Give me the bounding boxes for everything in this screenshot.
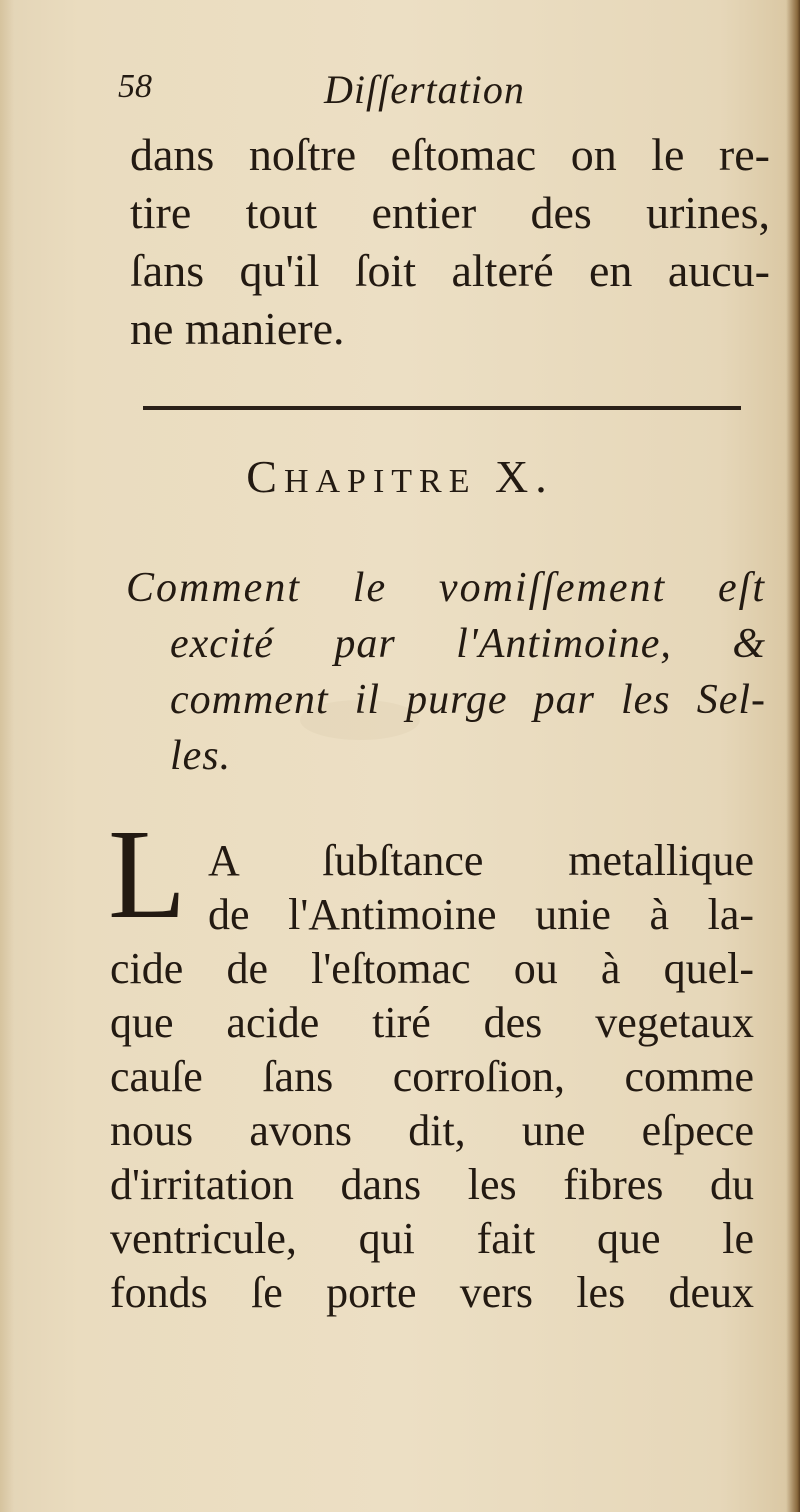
chapter-heading [0,450,800,503]
chapter-number: X. [495,451,554,502]
text-line: que acide tiré des vegetaux [110,998,754,1047]
text-line: dans noſtre eſtomac on le re- [130,129,770,180]
summary-line: les. [170,733,232,779]
text-line: nous avons dit, une eſpece [110,1106,754,1155]
chapter-cap: C [246,451,284,502]
text-line: A ſubſtance metallique [208,836,754,885]
text-line: cide de l'eſtomac ou à quel- [110,944,754,993]
running-title: Diſſertation [324,67,525,112]
text-line: d'irritation dans les fibres du [110,1160,754,1209]
body-paragraph [110,834,754,1320]
summary-line: excité par l'Antimoine, & [170,621,766,667]
page-number: 58 [118,68,152,105]
text-line: ventricule, qui fait que le [110,1214,754,1263]
section-rule [143,406,741,410]
summary-line: comment il purge par les Sel- [170,677,766,723]
text-line: fonds ſe porte vers les deux [110,1268,754,1317]
text-line: de l'Antimoine unie à la- [208,890,754,939]
summary-line: Comment le vomiſſement eſt [126,565,766,611]
text-line: cauſe ſans corroſion, comme [110,1052,754,1101]
text-line: ne maniere. [130,303,345,354]
top-text [130,126,770,358]
chapter-summary [126,560,766,784]
chapter-word: HAPITRE [283,463,477,500]
text-line: ſans qu'il ſoit alteré en aucu- [130,245,770,296]
text-line: tire tout entier des urines, [130,187,770,238]
drop-cap: L [108,803,187,945]
running-head [118,68,718,118]
